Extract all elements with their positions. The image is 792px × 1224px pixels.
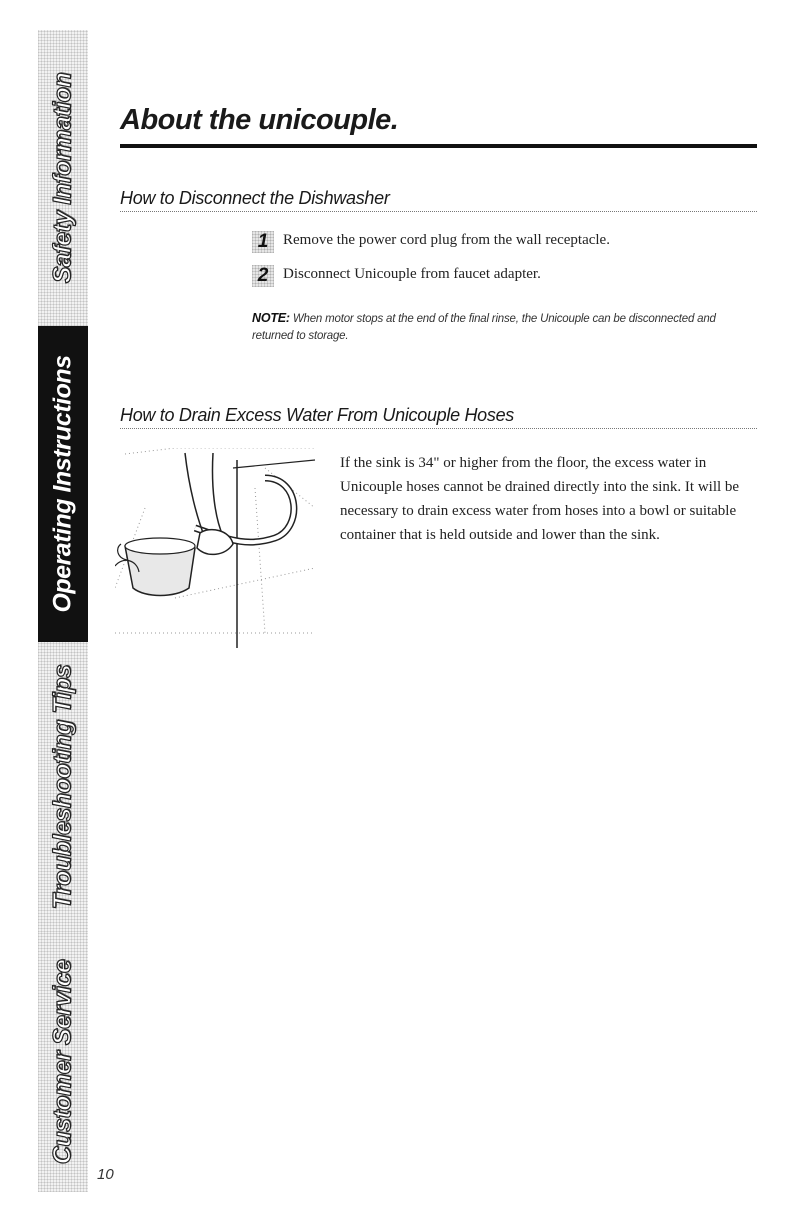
tab-label: Customer Service — [48, 959, 77, 1165]
section-rule — [120, 211, 757, 212]
step-number-badge: 1 — [252, 231, 274, 253]
tab-safety-information[interactable] — [38, 30, 88, 326]
section-heading-drain: How to Drain Excess Water From Unicouple Hoses — [120, 405, 515, 425]
section-rule — [120, 428, 757, 429]
step-number-badge: 2 — [252, 265, 274, 287]
page-title: About the unicouple. — [120, 104, 399, 136]
tab-customer-service[interactable] — [38, 932, 88, 1192]
side-tab-nav — [38, 30, 88, 1192]
tab-label: Operating Instructions — [48, 355, 77, 613]
note — [252, 310, 757, 345]
title-rule — [120, 144, 757, 148]
step-text: Remove the power cord plug from the wall receptacle. — [283, 232, 610, 248]
tab-troubleshooting-tips[interactable] — [38, 642, 88, 932]
note-label: NOTE: — [252, 311, 290, 325]
drain-instructions-paragraph: If the sink is 34" or higher from the floor, the excess water in Unicouple hoses cannot be drained directly into the sink. It will be necessary to drain excess water from hoses into a bowl or suitable container that is held outside and lower than the sink. — [340, 455, 740, 543]
drain-hoses-illustration — [115, 448, 320, 653]
page-number: 10 — [97, 1166, 114, 1183]
tab-label: Safety Information — [48, 72, 77, 284]
note-text: When motor stops at the end of the final rinse, the Unicouple can be disconnected and returned to storage. — [252, 313, 716, 342]
tab-operating-instructions[interactable] — [38, 326, 88, 642]
section-heading-disconnect: How to Disconnect the Dishwasher — [120, 188, 390, 208]
step-text: Disconnect Unicouple from faucet adapter. — [283, 266, 541, 282]
tab-label: Troubleshooting Tips — [48, 664, 77, 910]
